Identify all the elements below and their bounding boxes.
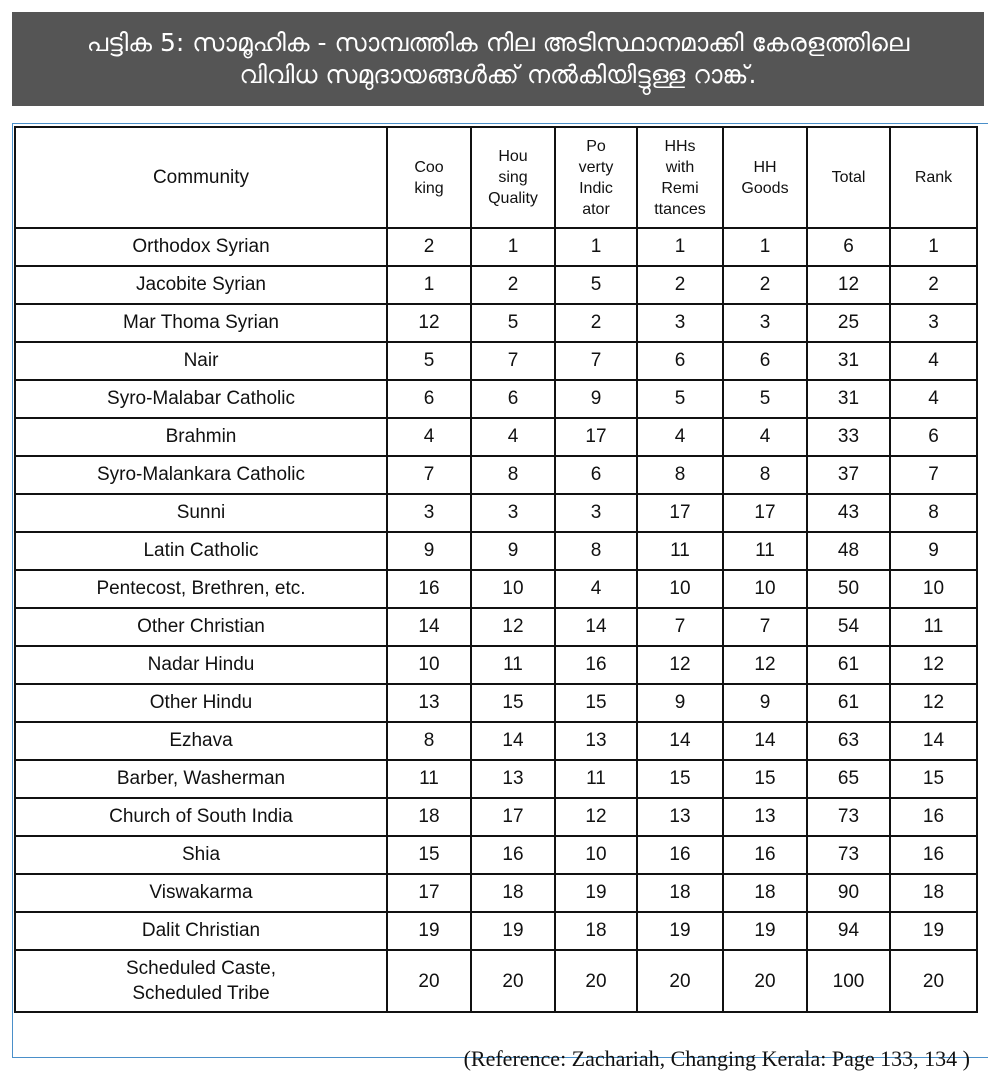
table-row (15, 836, 977, 874)
table-row (15, 532, 977, 570)
rank-value-cell-cooking: 10 (387, 646, 471, 684)
rank-value-cell-cooking: 14 (387, 608, 471, 646)
community-cell: Church of South India (15, 798, 387, 836)
rank-value-cell-rank: 2 (890, 266, 977, 304)
table-row (15, 228, 977, 266)
rank-value-cell-hhs-with-remittances: 12 (637, 646, 723, 684)
rank-value-cell-rank: 9 (890, 532, 977, 570)
rank-value-cell-total: 73 (807, 836, 890, 874)
rank-value-cell-cooking: 12 (387, 304, 471, 342)
table-row (15, 760, 977, 798)
rank-value-cell-hh-goods: 5 (723, 380, 807, 418)
rank-value-cell-total: 48 (807, 532, 890, 570)
rank-value-cell-hh-goods: 9 (723, 684, 807, 722)
rank-value-cell-hhs-with-remittances: 16 (637, 836, 723, 874)
rank-value-cell-total: 65 (807, 760, 890, 798)
rank-value-cell-cooking: 15 (387, 836, 471, 874)
rank-value-cell-hh-goods: 11 (723, 532, 807, 570)
rank-value-cell-hhs-with-remittances: 15 (637, 760, 723, 798)
rank-value-cell-hhs-with-remittances: 10 (637, 570, 723, 608)
rank-value-cell-rank: 7 (890, 456, 977, 494)
community-cell: Scheduled Caste, Scheduled Tribe (15, 950, 387, 1012)
rank-value-cell-housing-quality: 3 (471, 494, 555, 532)
rank-value-cell-housing-quality: 16 (471, 836, 555, 874)
rank-value-cell-cooking: 20 (387, 950, 471, 1012)
rank-value-cell-poverty-indicator: 20 (555, 950, 637, 1012)
header-row (15, 127, 977, 228)
rank-value-cell-poverty-indicator: 18 (555, 912, 637, 950)
rank-value-cell-poverty-indicator: 13 (555, 722, 637, 760)
rank-value-cell-cooking: 5 (387, 342, 471, 380)
rank-value-cell-hh-goods: 14 (723, 722, 807, 760)
table-row (15, 874, 977, 912)
rank-value-cell-poverty-indicator: 19 (555, 874, 637, 912)
community-cell: Ezhava (15, 722, 387, 760)
rank-value-cell-cooking: 11 (387, 760, 471, 798)
rank-value-cell-poverty-indicator: 10 (555, 836, 637, 874)
rank-value-cell-poverty-indicator: 1 (555, 228, 637, 266)
rank-value-cell-total: 43 (807, 494, 890, 532)
rank-value-cell-poverty-indicator: 5 (555, 266, 637, 304)
rank-value-cell-hh-goods: 10 (723, 570, 807, 608)
table-row (15, 266, 977, 304)
rank-value-cell-housing-quality: 5 (471, 304, 555, 342)
rank-value-cell-hh-goods: 8 (723, 456, 807, 494)
rank-value-cell-poverty-indicator: 2 (555, 304, 637, 342)
table-row (15, 418, 977, 456)
rank-value-cell-poverty-indicator: 12 (555, 798, 637, 836)
table-title: പട്ടിക 5: സാമൂഹിക - സാമ്പത്തിക നില അടിസ്ഥാനമാക്കി കേരളത്തിലെ വിവിധ സമുദായങ്ങൾക്ക് നൽകിയിട്ടുള്ള റാങ്ക്. (86, 28, 910, 89)
rank-value-cell-hh-goods: 2 (723, 266, 807, 304)
rank-value-cell-hh-goods: 15 (723, 760, 807, 798)
rank-value-cell-housing-quality: 1 (471, 228, 555, 266)
community-cell: Mar Thoma Syrian (15, 304, 387, 342)
rank-value-cell-hhs-with-remittances: 7 (637, 608, 723, 646)
rank-value-cell-total: 25 (807, 304, 890, 342)
rank-value-cell-poverty-indicator: 9 (555, 380, 637, 418)
rank-value-cell-housing-quality: 6 (471, 380, 555, 418)
rank-value-cell-cooking: 7 (387, 456, 471, 494)
rank-value-cell-housing-quality: 15 (471, 684, 555, 722)
rank-value-cell-hh-goods: 3 (723, 304, 807, 342)
rank-value-cell-poverty-indicator: 16 (555, 646, 637, 684)
rank-value-cell-rank: 10 (890, 570, 977, 608)
community-cell: Viswakarma (15, 874, 387, 912)
rank-value-cell-hh-goods: 6 (723, 342, 807, 380)
table-row (15, 684, 977, 722)
rank-value-cell-cooking: 17 (387, 874, 471, 912)
column-header-rank: Rank (890, 127, 977, 228)
rank-value-cell-hh-goods: 16 (723, 836, 807, 874)
rank-value-cell-rank: 1 (890, 228, 977, 266)
rank-value-cell-rank: 8 (890, 494, 977, 532)
rank-value-cell-total: 73 (807, 798, 890, 836)
rank-value-cell-hh-goods: 19 (723, 912, 807, 950)
rank-value-cell-cooking: 4 (387, 418, 471, 456)
community-cell: Syro-Malankara Catholic (15, 456, 387, 494)
column-header-community: Community (15, 127, 387, 228)
rank-value-cell-poverty-indicator: 17 (555, 418, 637, 456)
rank-value-cell-poverty-indicator: 6 (555, 456, 637, 494)
rank-value-cell-hhs-with-remittances: 4 (637, 418, 723, 456)
table-row (15, 722, 977, 760)
rank-value-cell-rank: 12 (890, 684, 977, 722)
rank-value-cell-hhs-with-remittances: 11 (637, 532, 723, 570)
rank-value-cell-rank: 4 (890, 342, 977, 380)
rank-value-cell-total: 94 (807, 912, 890, 950)
community-cell: Dalit Christian (15, 912, 387, 950)
rank-value-cell-hh-goods: 4 (723, 418, 807, 456)
rank-value-cell-cooking: 3 (387, 494, 471, 532)
table-row (15, 646, 977, 684)
rank-value-cell-poverty-indicator: 11 (555, 760, 637, 798)
rank-value-cell-hhs-with-remittances: 1 (637, 228, 723, 266)
rank-value-cell-hhs-with-remittances: 20 (637, 950, 723, 1012)
rank-value-cell-hh-goods: 7 (723, 608, 807, 646)
community-cell: Shia (15, 836, 387, 874)
rank-value-cell-total: 100 (807, 950, 890, 1012)
rank-value-cell-housing-quality: 8 (471, 456, 555, 494)
table-row (15, 570, 977, 608)
rank-value-cell-cooking: 13 (387, 684, 471, 722)
rank-value-cell-total: 31 (807, 342, 890, 380)
table-row (15, 798, 977, 836)
rank-value-cell-hhs-with-remittances: 19 (637, 912, 723, 950)
rank-value-cell-rank: 19 (890, 912, 977, 950)
rank-value-cell-rank: 6 (890, 418, 977, 456)
rank-value-cell-housing-quality: 17 (471, 798, 555, 836)
ranking-table (14, 126, 978, 1013)
rank-value-cell-poverty-indicator: 7 (555, 342, 637, 380)
rank-value-cell-housing-quality: 10 (471, 570, 555, 608)
community-cell: Latin Catholic (15, 532, 387, 570)
table-row (15, 494, 977, 532)
rank-value-cell-poverty-indicator: 4 (555, 570, 637, 608)
column-header-hhs-with-remittances: HHs with Remi ttances (637, 127, 723, 228)
rank-value-cell-cooking: 18 (387, 798, 471, 836)
rank-value-cell-hhs-with-remittances: 3 (637, 304, 723, 342)
community-cell: Syro-Malabar Catholic (15, 380, 387, 418)
rank-value-cell-poverty-indicator: 8 (555, 532, 637, 570)
rank-value-cell-housing-quality: 2 (471, 266, 555, 304)
rank-value-cell-rank: 12 (890, 646, 977, 684)
rank-value-cell-housing-quality: 18 (471, 874, 555, 912)
community-cell: Nadar Hindu (15, 646, 387, 684)
table-title-banner (12, 12, 984, 106)
rank-value-cell-hhs-with-remittances: 5 (637, 380, 723, 418)
rank-value-cell-hh-goods: 1 (723, 228, 807, 266)
rank-value-cell-total: 6 (807, 228, 890, 266)
rank-value-cell-total: 33 (807, 418, 890, 456)
table-body (15, 228, 977, 1012)
rank-value-cell-cooking: 6 (387, 380, 471, 418)
table-row (15, 380, 977, 418)
table-row (15, 304, 977, 342)
rank-value-cell-hhs-with-remittances: 2 (637, 266, 723, 304)
rank-value-cell-total: 61 (807, 684, 890, 722)
rank-value-cell-housing-quality: 7 (471, 342, 555, 380)
rank-value-cell-rank: 4 (890, 380, 977, 418)
rank-value-cell-cooking: 16 (387, 570, 471, 608)
rank-value-cell-housing-quality: 20 (471, 950, 555, 1012)
rank-value-cell-poverty-indicator: 14 (555, 608, 637, 646)
rank-value-cell-hhs-with-remittances: 14 (637, 722, 723, 760)
rank-value-cell-housing-quality: 9 (471, 532, 555, 570)
rank-value-cell-poverty-indicator: 3 (555, 494, 637, 532)
column-header-hh-goods: HH Goods (723, 127, 807, 228)
community-cell: Nair (15, 342, 387, 380)
rank-value-cell-rank: 11 (890, 608, 977, 646)
table-row (15, 608, 977, 646)
rank-value-cell-housing-quality: 4 (471, 418, 555, 456)
rank-value-cell-rank: 16 (890, 798, 977, 836)
rank-value-cell-housing-quality: 14 (471, 722, 555, 760)
rank-value-cell-rank: 14 (890, 722, 977, 760)
table-row (15, 456, 977, 494)
rank-value-cell-total: 37 (807, 456, 890, 494)
rank-value-cell-cooking: 2 (387, 228, 471, 266)
rank-value-cell-total: 50 (807, 570, 890, 608)
column-header-housing-quality: Hou sing Quality (471, 127, 555, 228)
rank-value-cell-hhs-with-remittances: 17 (637, 494, 723, 532)
rank-value-cell-hh-goods: 12 (723, 646, 807, 684)
rank-value-cell-hh-goods: 20 (723, 950, 807, 1012)
rank-value-cell-total: 31 (807, 380, 890, 418)
rank-value-cell-total: 54 (807, 608, 890, 646)
rank-value-cell-total: 12 (807, 266, 890, 304)
table-row (15, 950, 977, 1012)
rank-value-cell-hh-goods: 18 (723, 874, 807, 912)
reference-note: (Reference: Zachariah, Changing Kerala: Page 133, 134 ) (463, 1046, 970, 1071)
community-cell: Barber, Washerman (15, 760, 387, 798)
rank-value-cell-housing-quality: 13 (471, 760, 555, 798)
rank-value-cell-rank: 15 (890, 760, 977, 798)
rank-value-cell-rank: 18 (890, 874, 977, 912)
column-header-total: Total (807, 127, 890, 228)
rank-value-cell-total: 63 (807, 722, 890, 760)
rank-value-cell-hhs-with-remittances: 9 (637, 684, 723, 722)
rank-value-cell-total: 61 (807, 646, 890, 684)
rank-value-cell-hhs-with-remittances: 6 (637, 342, 723, 380)
community-cell: Jacobite Syrian (15, 266, 387, 304)
community-cell: Orthodox Syrian (15, 228, 387, 266)
rank-value-cell-rank: 16 (890, 836, 977, 874)
rank-value-cell-hh-goods: 17 (723, 494, 807, 532)
rank-value-cell-hhs-with-remittances: 18 (637, 874, 723, 912)
rank-value-cell-hhs-with-remittances: 13 (637, 798, 723, 836)
rank-value-cell-rank: 3 (890, 304, 977, 342)
table-row (15, 342, 977, 380)
rank-value-cell-housing-quality: 19 (471, 912, 555, 950)
column-header-cooking: Coo king (387, 127, 471, 228)
rank-value-cell-cooking: 8 (387, 722, 471, 760)
rank-value-cell-total: 90 (807, 874, 890, 912)
community-cell: Brahmin (15, 418, 387, 456)
rank-value-cell-cooking: 9 (387, 532, 471, 570)
community-cell: Other Hindu (15, 684, 387, 722)
rank-value-cell-poverty-indicator: 15 (555, 684, 637, 722)
community-cell: Pentecost, Brethren, etc. (15, 570, 387, 608)
rank-value-cell-housing-quality: 11 (471, 646, 555, 684)
rank-value-cell-rank: 20 (890, 950, 977, 1012)
table-row (15, 912, 977, 950)
rank-value-cell-cooking: 19 (387, 912, 471, 950)
rank-value-cell-housing-quality: 12 (471, 608, 555, 646)
rank-value-cell-hhs-with-remittances: 8 (637, 456, 723, 494)
community-cell: Sunni (15, 494, 387, 532)
column-header-poverty-indicator: Po verty Indic ator (555, 127, 637, 228)
rank-value-cell-hh-goods: 13 (723, 798, 807, 836)
community-cell: Other Christian (15, 608, 387, 646)
rank-value-cell-cooking: 1 (387, 266, 471, 304)
